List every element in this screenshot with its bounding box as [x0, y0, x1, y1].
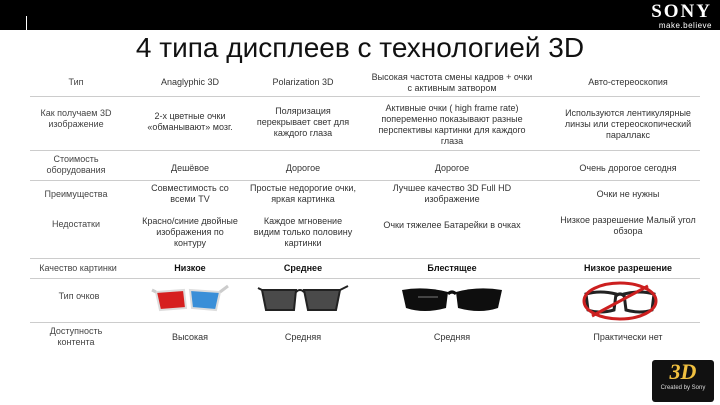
col2-type: Polarization 3D: [272, 76, 334, 87]
col4-method: Используются лентикулярные линзы или стереоскопический параллакс: [564, 107, 692, 140]
col3-quality: Блестящее: [427, 262, 477, 273]
col1-cost: Дешёвое: [170, 162, 210, 173]
col4-disadvantages: Низкое разрешение Малый угол обзора: [560, 215, 696, 236]
col1-availability: Высокая: [171, 331, 209, 342]
col1-method: 2-х цветные очки «обманывают» мозг.: [147, 111, 233, 132]
active-shutter-glasses-icon: [398, 282, 508, 318]
row-label-availability: Доступность контента: [49, 326, 103, 347]
col1-quality: Низкое: [174, 262, 206, 273]
col4-availability: Практически нет: [593, 331, 663, 342]
row-label-glasses: Тип очков: [58, 290, 100, 301]
sony-logo: SONY: [651, 1, 712, 22]
row-divider: [30, 150, 700, 151]
polarized-glasses-icon: [256, 282, 350, 318]
header-bar: [0, 0, 720, 30]
col4-advantages: Очки не нужны: [596, 188, 660, 199]
row-label-cost: Стоимость оборудования: [46, 154, 106, 175]
col4-cost: Очень дорогое сегодня: [579, 162, 677, 173]
col3-method: Активные очки ( high frame rate) попеременно показывают разные перспективы картинки для каждого глаза: [378, 103, 526, 146]
col2-quality: Среднее: [283, 262, 323, 273]
col1-disadvantages: Красно/синие двойные изображения по контуру: [142, 215, 238, 248]
col3-cost: Дорогое: [434, 162, 470, 173]
col3-type: Высокая частота смены кадров + очки с активным затвором: [371, 72, 533, 93]
row-label-disadvantages: Недостатки: [52, 218, 100, 229]
col1-advantages: Совместимость со всеми TV: [151, 183, 229, 204]
sony-brand: [651, 2, 712, 30]
col4-type: Авто-стереоскопия: [588, 76, 668, 87]
col2-advantages: Простые недорогие очки, яркая картинка: [250, 183, 356, 204]
col4-quality: Низкое разрешение: [584, 262, 672, 273]
slide-title: 4 типа дисплеев с технологией 3D: [135, 32, 585, 63]
col2-disadvantages: Каждое мгновение видим только половину картинки: [253, 215, 353, 248]
3d-badge-caption: Created by Sony: [660, 385, 706, 391]
row-divider: [30, 96, 700, 97]
row-label-advantages: Преимущества: [44, 188, 108, 199]
header-tick-mark: [26, 16, 27, 30]
col2-method: Поляризация перекрывает свет для каждого глаза: [256, 105, 350, 138]
3d-badge-mark: 3D: [669, 359, 697, 384]
no-glasses-crossed-icon: [580, 280, 660, 322]
row-label-method: Как получаем 3D изображение: [40, 108, 112, 129]
sony-tagline: make.believe: [658, 21, 712, 30]
col2-availability: Средняя: [284, 331, 322, 342]
row-label-type: Тип: [68, 76, 84, 87]
row-divider: [30, 322, 700, 323]
red-blue-anaglyph-glasses-icon: [150, 282, 230, 318]
row-divider: [30, 180, 700, 181]
col1-type: Anaglyphic 3D: [160, 76, 220, 87]
row-label-quality: Качество картинки: [39, 262, 117, 273]
col3-disadvantages: Очки тяжелее Батарейки в очках: [383, 219, 521, 230]
row-divider: [30, 278, 700, 279]
col2-cost: Дорогое: [285, 162, 321, 173]
row-divider: [30, 258, 700, 259]
col3-advantages: Лучшее качество 3D Full HD изображение: [392, 183, 512, 204]
3d-badge: [652, 360, 714, 402]
col3-availability: Средняя: [433, 331, 471, 342]
